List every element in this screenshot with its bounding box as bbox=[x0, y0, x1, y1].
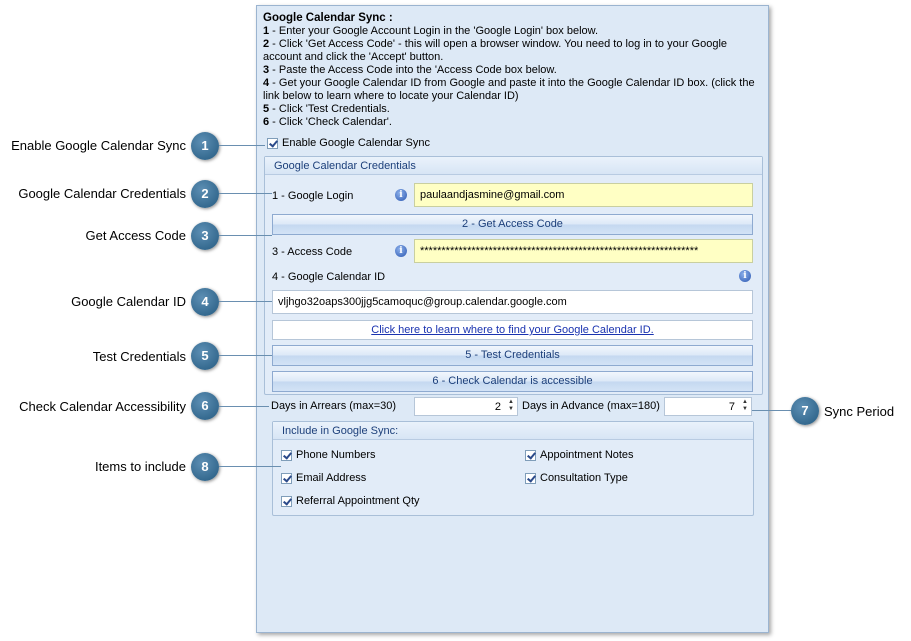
instruction-step: 6 - Click 'Check Calendar'. bbox=[263, 116, 392, 128]
callout-badge: 1 bbox=[191, 132, 219, 160]
days-arrears-spinner[interactable] bbox=[414, 397, 518, 416]
callout-label: Test Credentials bbox=[92, 349, 186, 364]
instruction-step: 5 - Click 'Test Credentials. bbox=[263, 103, 390, 115]
include-item-label: Phone Numbers bbox=[296, 449, 376, 461]
instruction-step: 3 - Paste the Access Code into the 'Access Code box below. bbox=[263, 64, 557, 76]
include-item-label: Consultation Type bbox=[540, 472, 628, 484]
instructions-block bbox=[263, 12, 763, 129]
spinner-arrows-icon[interactable]: ▲ ▼ bbox=[742, 399, 748, 412]
include-header: Include in Google Sync: bbox=[273, 422, 753, 440]
days-arrears-value[interactable]: 2 bbox=[494, 401, 501, 413]
checkbox-checked-icon[interactable] bbox=[281, 473, 292, 484]
get-access-code-button[interactable]: 2 - Get Access Code bbox=[272, 214, 753, 235]
callout-line bbox=[219, 193, 272, 194]
calendar-id-label: 4 - Google Calendar ID bbox=[272, 271, 386, 283]
callout-line bbox=[219, 235, 272, 236]
google-login-input[interactable]: paulaandjasmine@gmail.com bbox=[414, 183, 753, 207]
callout-line bbox=[219, 466, 281, 467]
instruction-step: 4 - Get your Google Calendar ID from Google and paste it into the Google Calendar ID box. (click the link below to learn where to locate your Calendar ID) bbox=[263, 77, 755, 102]
include-email-checkbox[interactable] bbox=[281, 472, 366, 484]
callout-badge: 3 bbox=[191, 222, 219, 250]
include-item-label: Appointment Notes bbox=[540, 449, 634, 461]
checkbox-checked-icon[interactable] bbox=[281, 496, 292, 507]
instruction-step: 2 - Click 'Get Access Code' - this will open a browser window. You need to log in to your Google account and click the 'Accept' button. bbox=[263, 38, 728, 63]
days-arrears-label: Days in Arrears (max=30) bbox=[271, 400, 397, 412]
callout-badge: 8 bbox=[191, 453, 219, 481]
checkbox-checked-icon[interactable] bbox=[281, 450, 292, 461]
days-advance-label: Days in Advance (max=180) bbox=[522, 400, 660, 412]
checkbox-checked-icon[interactable] bbox=[525, 473, 536, 484]
include-referral-qty-checkbox[interactable] bbox=[281, 495, 420, 507]
callout-badge: 5 bbox=[191, 342, 219, 370]
test-credentials-button[interactable]: 5 - Test Credentials bbox=[272, 345, 753, 366]
callout-line bbox=[752, 410, 792, 411]
callout-label: Enable Google Calendar Sync bbox=[11, 138, 186, 153]
days-advance-value[interactable]: 7 bbox=[728, 401, 735, 413]
callout-label: Google Calendar ID bbox=[71, 294, 186, 309]
callout-line bbox=[219, 406, 269, 407]
instructions-title: Google Calendar Sync : bbox=[263, 12, 393, 24]
check-calendar-button[interactable]: 6 - Check Calendar is accessible bbox=[272, 371, 753, 392]
info-icon[interactable]: i bbox=[395, 189, 407, 201]
instruction-step: 1 - Enter your Google Account Login in the 'Google Login' box below. bbox=[263, 25, 599, 37]
callout-label: Sync Period bbox=[824, 404, 895, 419]
checkbox-checked-icon[interactable] bbox=[525, 450, 536, 461]
google-login-label: 1 - Google Login bbox=[272, 190, 354, 202]
callout-badge: 4 bbox=[191, 288, 219, 316]
credentials-header: Google Calendar Credentials bbox=[265, 157, 762, 175]
callout-line bbox=[219, 145, 265, 146]
checkbox-checked-icon[interactable] bbox=[267, 138, 278, 149]
include-appointment-notes-checkbox[interactable] bbox=[525, 449, 634, 461]
enable-sync-checkbox[interactable] bbox=[267, 137, 430, 149]
include-phone-checkbox[interactable] bbox=[281, 449, 376, 461]
callout-badge: 6 bbox=[191, 392, 219, 420]
info-icon[interactable]: i bbox=[395, 245, 407, 257]
days-advance-spinner[interactable] bbox=[664, 397, 752, 416]
callout-label: Check Calendar Accessibility bbox=[19, 399, 186, 414]
callout-label: Items to include bbox=[94, 459, 186, 474]
info-icon[interactable]: i bbox=[739, 270, 751, 282]
include-item-label: Referral Appointment Qty bbox=[296, 495, 420, 507]
callout-line bbox=[219, 301, 272, 302]
callout-line bbox=[219, 355, 272, 356]
enable-sync-label: Enable Google Calendar Sync bbox=[282, 137, 430, 149]
learn-calendar-id-link[interactable]: Click here to learn where to find your Google Calendar ID. bbox=[272, 320, 753, 340]
callout-badge: 7 bbox=[791, 397, 819, 425]
spinner-arrows-icon[interactable]: ▲ ▼ bbox=[508, 399, 514, 412]
callout-badge: 2 bbox=[191, 180, 219, 208]
include-consultation-type-checkbox[interactable] bbox=[525, 472, 628, 484]
access-code-input[interactable]: ***************************************************************** bbox=[414, 239, 753, 263]
access-code-label: 3 - Access Code bbox=[272, 246, 353, 258]
include-item-label: Email Address bbox=[296, 472, 367, 484]
calendar-id-input[interactable]: vljhgo32oaps300jjg5camoquc@group.calendar.google.com bbox=[272, 290, 753, 314]
callout-label: Google Calendar Credentials bbox=[18, 186, 186, 201]
callout-label: Get Access Code bbox=[85, 228, 186, 243]
